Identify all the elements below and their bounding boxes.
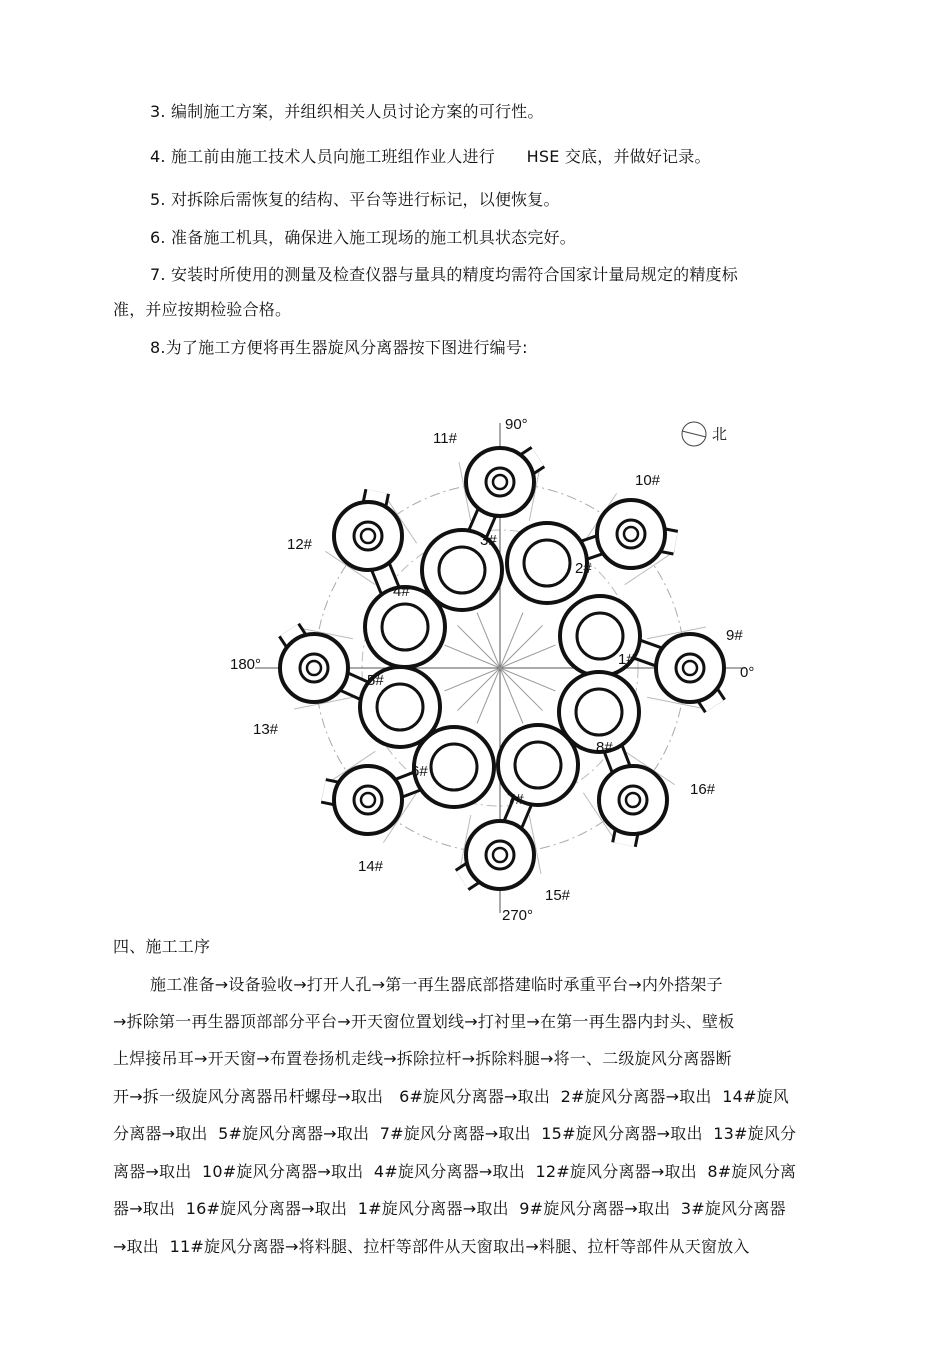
secondary-core-13 (307, 661, 321, 675)
primary-inner-ring-1 (577, 613, 623, 659)
primary-inner-ring-5 (377, 684, 423, 730)
secondary-core-12 (361, 529, 375, 543)
list-item-8: 8.为了施工方便将再生器旋风分离器按下图进行编号: (150, 338, 528, 357)
angle-90-label: 90° (505, 416, 528, 433)
guide-radial-10 (458, 668, 500, 710)
list-item-7-cont: 准，并应按期检验合格。 (113, 300, 292, 319)
primary-inner-ring-4 (382, 604, 428, 650)
label-2: 2# (575, 560, 592, 577)
section-line-6: 离器→取出 10#旋风分离器→取出 4#旋风分离器→取出 12#旋风分离器→取出 8#旋风分离 (113, 1162, 797, 1181)
list-item-7: 7. 安装时所使用的测量及检查仪器与量具的精度均需符合国家计量局规定的精度标 (150, 265, 738, 284)
label-1: 1# (618, 651, 635, 668)
secondary-cyclone-9 (656, 634, 724, 706)
primary-inner-ring-7 (515, 742, 561, 788)
label-14: 14# (358, 858, 384, 875)
secondary-cyclone-13 (280, 630, 348, 702)
section-line-1: 施工准备→设备验收→打开人孔→第一再生器底部搭建临时承重平台→内外搭架子 (150, 975, 723, 994)
label-4: 4# (393, 583, 410, 600)
north-label: 北 (712, 426, 728, 443)
section-line-8: →取出 11#旋风分离器→将料腿、拉杆等部件从天窗取出→料腿、拉杆等部件从天窗放入 (113, 1237, 750, 1256)
label-15: 15# (545, 887, 571, 904)
guide-radial-6 (458, 626, 500, 668)
list-item-4: 4. 施工前由施工技术人员向施工班组作业人进行 HSE 交底，并做好记录。 (150, 147, 711, 166)
label-9: 9# (726, 627, 743, 644)
label-5: 5# (367, 672, 384, 689)
label-6: 6# (411, 763, 428, 780)
secondary-core-9 (683, 661, 697, 675)
north-indicator (682, 422, 727, 446)
primary-inner-ring-8 (576, 689, 622, 735)
secondary-core-14 (361, 793, 375, 807)
section-heading: 四、施工工序 (113, 937, 211, 956)
section-line-3: 上焊接吊耳→开天窗→布置卷扬机走线→拆除拉杆→拆除料腿→将一、二级旋风分离器断 (113, 1049, 732, 1068)
section-line-7: 器→取出 16#旋风分离器→取出 1#旋风分离器→取出 9#旋风分离器→取出 3#旋风分离器 (113, 1199, 786, 1218)
section-line-2: →拆除第一再生器顶部部分平台→开天窗位置划线→打衬里→在第一再生器内封头、壁板 (113, 1012, 735, 1031)
label-10: 10# (635, 472, 661, 489)
secondary-cyclone-16 (599, 766, 667, 845)
secondary-core-16 (626, 793, 640, 807)
angle-0-label: 0° (740, 664, 755, 681)
guide-radial-14 (500, 668, 542, 710)
label-13: 13# (253, 721, 279, 738)
secondary-core-15 (493, 848, 507, 862)
primary-inner-ring-3 (439, 547, 485, 593)
secondary-core-10 (624, 527, 638, 541)
angle-180-label: 180° (230, 656, 262, 673)
list-item-6: 6. 准备施工机具，确保进入施工现场的施工机具状态完好。 (150, 228, 576, 247)
secondary-cyclone-11 (466, 448, 538, 516)
angle-270-label: 270° (502, 907, 534, 924)
primary-inner-ring-6 (431, 744, 477, 790)
label-12: 12# (287, 536, 313, 553)
label-8: 8# (596, 739, 613, 756)
cyclone-layout-diagram (0, 395, 950, 930)
secondary-cyclone-14 (323, 766, 402, 834)
secondary-cyclone-10 (597, 500, 676, 568)
secondary-cyclone-12 (334, 491, 402, 570)
label-7: 7# (507, 791, 524, 808)
label-3: 3# (480, 532, 497, 549)
guide-radial-2 (500, 626, 542, 668)
section-line-5: 分离器→取出 5#旋风分离器→取出 7#旋风分离器→取出 15#旋风分离器→取出 13#旋风分 (113, 1124, 797, 1143)
label-11: 11# (433, 430, 457, 447)
list-item-3: 3. 编制施工方案，并组织相关人员讨论方案的可行性。 (150, 102, 544, 121)
section-line-4: 开→拆一级旋风分离器吊杆螺母→取出 6#旋风分离器→取出 2#旋风分离器→取出 14#旋风 (113, 1087, 789, 1106)
list-item-5: 5. 对拆除后需恢复的结构、平台等进行标记，以便恢复。 (150, 190, 560, 209)
secondary-cyclone-15 (462, 821, 534, 889)
primary-inner-ring-2 (524, 540, 570, 586)
secondary-core-11 (493, 475, 507, 489)
label-16: 16# (690, 781, 716, 798)
